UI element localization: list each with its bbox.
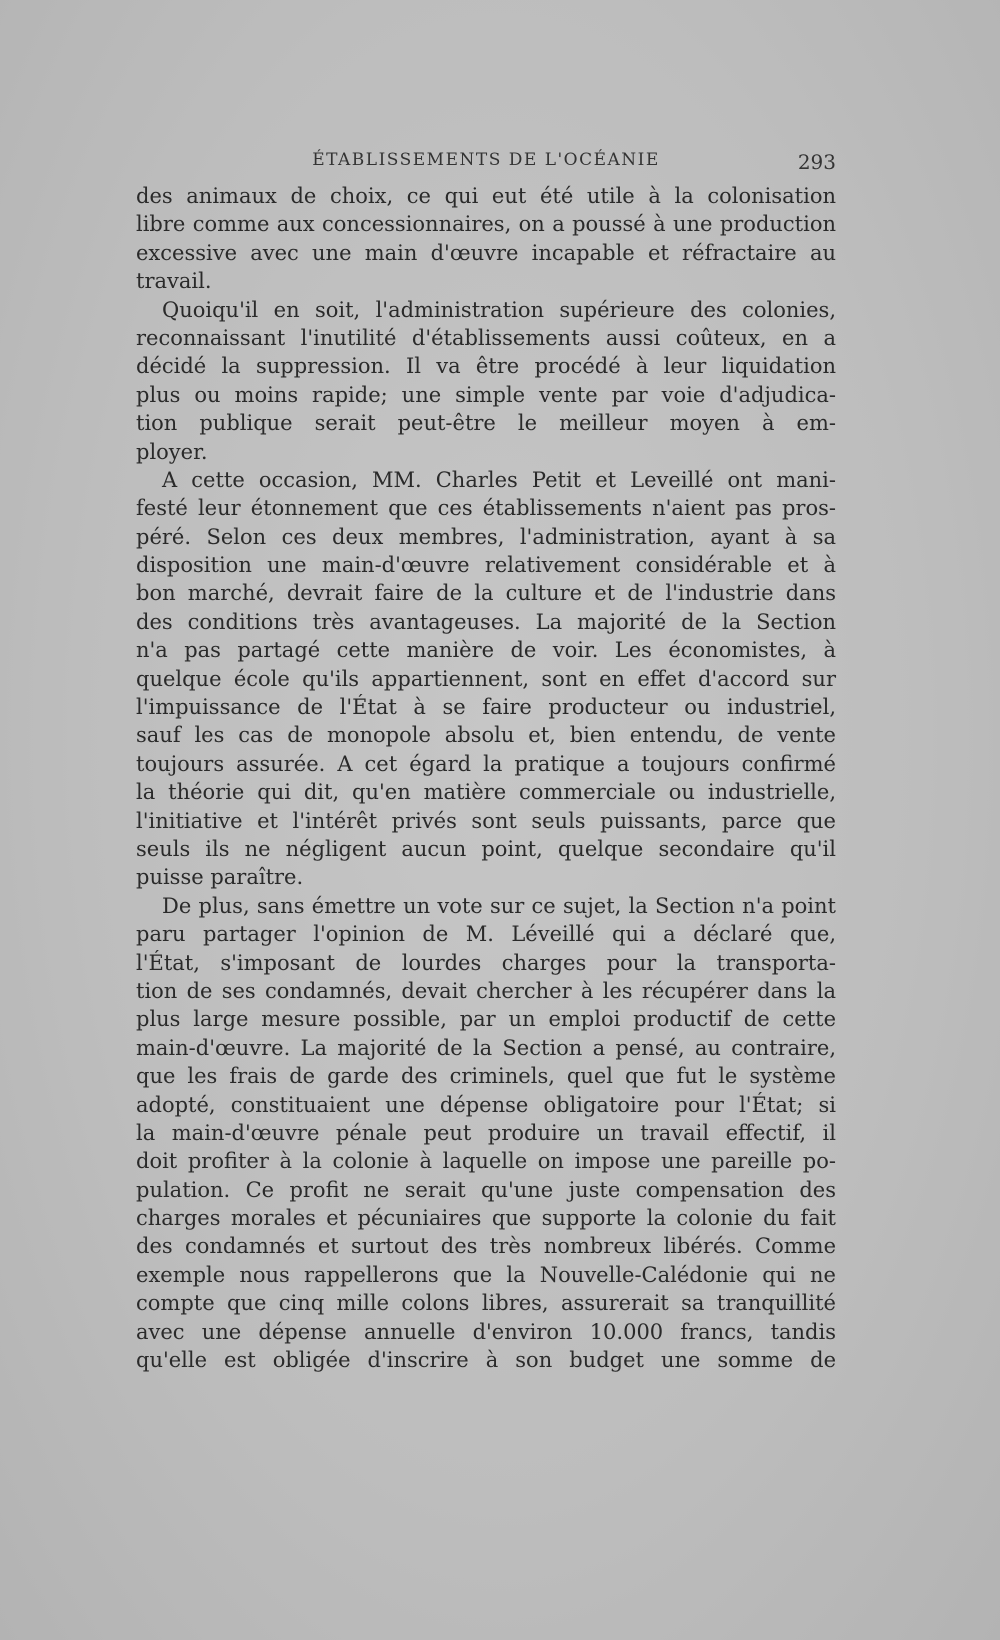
text-line: l'État, s'imposant de lourdes charges pour la transporta- <box>136 950 836 975</box>
text-line: disposition une main-d'œuvre relativement considérable et à <box>136 553 836 578</box>
text-line: paru partager l'opinion de M. Léveillé qui a déclaré que, <box>136 922 836 947</box>
text-line: A cette occasion, MM. Charles Petit et Leveillé ont mani- <box>162 467 836 492</box>
text-line: bon marché, devrait faire de la culture et de l'industrie dans <box>136 581 836 606</box>
page-number: 293 <box>797 150 836 174</box>
text-line: avec une dépense annuelle d'environ 10.000 francs, tandis <box>136 1319 836 1344</box>
text-line: des conditions très avantageuses. La majorité de la Section <box>136 609 836 634</box>
text-line: toujours assurée. A cet égard la pratique a toujours confirmé <box>136 751 836 776</box>
text-line: décidé la suppression. Il va être procédé à leur liquidation <box>136 354 836 379</box>
text-line: reconnaissant l'inutilité d'établissements aussi coûteux, en a <box>136 325 836 350</box>
text-line: la main-d'œuvre pénale peut produire un travail effectif, il <box>136 1120 836 1145</box>
text-line: l'initiative et l'intérêt privés sont seuls puissants, parce que <box>136 808 836 833</box>
text-line: De plus, sans émettre un vote sur ce sujet, la Section n'a point <box>162 893 836 918</box>
text-line: charges morales et pécuniaires que supporte la colonie du fait <box>136 1206 836 1231</box>
text-line: plus ou moins rapide; une simple vente par voie d'adjudica- <box>136 382 836 407</box>
text-line: tion publique serait peut-être le meilleur moyen à em- <box>136 411 836 436</box>
text-line: pulation. Ce profit ne serait qu'une juste compensation des <box>136 1177 836 1202</box>
text-line: quelque école qu'ils appartiennent, sont en effet d'accord sur <box>136 666 836 691</box>
text-line: festé leur étonnement que ces établissements n'aient pas pros- <box>136 496 836 521</box>
text-line: la théorie qui dit, qu'en matière commerciale ou industrielle, <box>136 780 836 805</box>
body-text <box>136 182 836 1374</box>
text-line: n'a pas partagé cette manière de voir. Les économistes, à <box>136 638 836 663</box>
text-line: seuls ils ne négligent aucun point, quelque secondaire qu'il <box>136 836 836 861</box>
text-line: qu'elle est obligée d'inscrire à son budget une somme de <box>136 1348 836 1373</box>
text-line: plus large mesure possible, par un emploi productif de cette <box>136 1007 836 1032</box>
text-line: doit profiter à la colonie à laquelle on impose une pareille po- <box>136 1149 836 1174</box>
text-line: exemple nous rappellerons que la Nouvelle-Calédonie qui ne <box>136 1262 836 1287</box>
text-line: libre comme aux concessionnaires, on a poussé à une production <box>136 212 836 237</box>
text-line: sauf les cas de monopole absolu et, bien entendu, de vente <box>136 723 836 748</box>
text-line: compte que cinq mille colons libres, assurerait sa tranquillité <box>136 1291 836 1316</box>
text-line: l'impuissance de l'État à se faire producteur ou industriel, <box>136 695 836 720</box>
running-header <box>136 150 836 174</box>
text-line: Quoiqu'il en soit, l'administration supérieure des colonies, <box>162 297 836 322</box>
text-line: excessive avec une main d'œuvre incapable et réfractaire au <box>136 240 836 265</box>
text-line: adopté, constituaient une dépense obligatoire pour l'État; si <box>136 1092 836 1117</box>
text-line: puisse paraître. <box>136 865 304 890</box>
text-line: main-d'œuvre. La majorité de la Section a pensé, au contraire, <box>136 1035 836 1060</box>
text-line: des animaux de choix, ce qui eut été utile à la colonisation <box>136 184 836 208</box>
text-line: que les frais de garde des criminels, quel que fut le système <box>136 1064 836 1089</box>
text-line: des condamnés et surtout des très nombreux libérés. Comme <box>136 1234 836 1259</box>
running-title: ÉTABLISSEMENTS DE L'OCÉANIE <box>312 150 660 170</box>
text-line: péré. Selon ces deux membres, l'administration, ayant à sa <box>136 524 836 549</box>
text-line: tion de ses condamnés, devait chercher à les récupérer dans la <box>136 978 836 1003</box>
text-line: ployer. <box>136 439 208 464</box>
text-line: travail. <box>136 269 212 294</box>
